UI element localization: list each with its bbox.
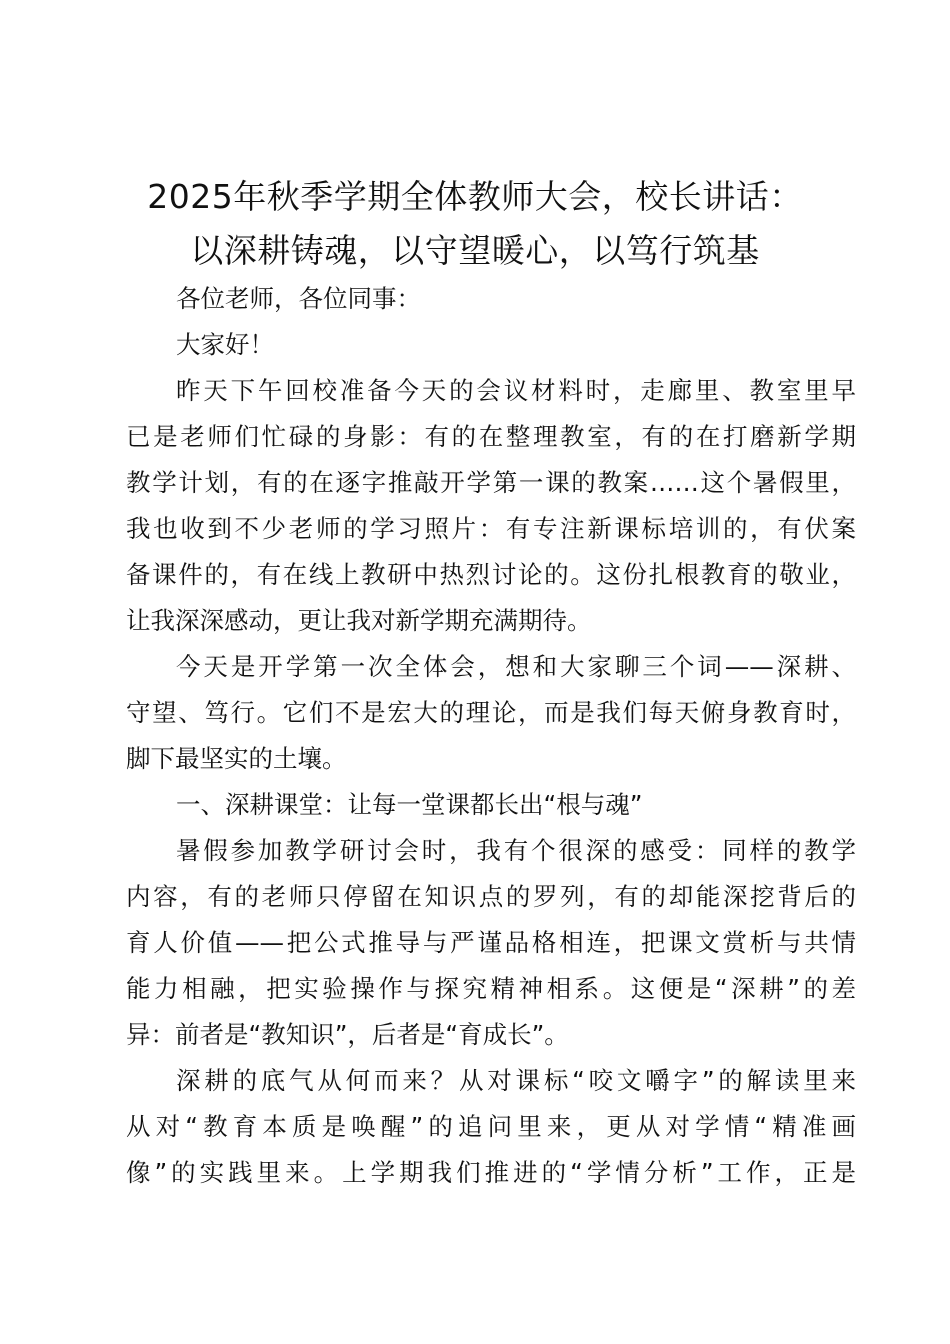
section-heading-1 [126,782,856,828]
paragraph-greeting [126,322,856,368]
title-line-2: 以深耕铸魂，以守望暖心，以笃行筑基 [190,231,760,270]
document-title [60,170,890,278]
text-line: 能力相融，把实验操作与探究精神相系。这便是“深耕”的差 [126,974,856,1003]
text-line: 让我深深感动，更让我对新学期充满期待。 [126,606,592,635]
document-body [126,276,856,1196]
text-line: 像”的实践里来。上学期我们推进的“学情分析”工作，正是 [126,1158,856,1187]
text-line: 大家好！ [176,330,274,359]
text-line: 我也收到不少老师的学习照片：有专注新课标培训的，有伏案 [126,514,856,543]
text-line: 从对“教育本质是唤醒”的追问里来，更从对学情“精准画 [126,1112,856,1141]
title-line-1: 2025年秋季学期全体教师大会，校长讲话： [147,177,803,216]
text-line: 守望、笃行。它们不是宏大的理论，而是我们每天俯身教育时， [126,698,856,727]
text-line: 暑假参加教学研讨会时，我有个很深的感受：同样的教学 [176,836,856,865]
text-line: 教学计划，有的在逐字推敲开学第一课的教案……这个暑假里， [126,468,856,497]
text-line: 异：前者是“教知识”，后者是“育成长”。 [126,1020,569,1049]
paragraph-salutation [126,276,856,322]
paragraph-foundation [126,1058,856,1196]
paragraph-seminar [126,828,856,1058]
text-line: 今天是开学第一次全体会，想和大家聊三个词——深耕、 [176,652,856,681]
text-line: 已是老师们忙碌的身影：有的在整理教室，有的在打磨新学期 [126,422,856,451]
text-line: 脚下最坚实的土壤。 [126,744,347,773]
text-line: 深耕的底气从何而来？从对课标“咬文嚼字”的解读里来 [176,1066,856,1095]
text-line: 育人价值——把公式推导与严谨品格相连，把课文赏析与共情 [126,928,856,957]
section-heading-text: 一、深耕课堂：让每一堂课都长出“根与魂” [176,790,643,819]
paragraph-opening [126,368,856,644]
text-line: 各位老师，各位同事： [176,284,421,313]
text-line: 昨天下午回校准备今天的会议材料时，走廊里、教室里早 [176,376,856,405]
text-line: 备课件的，有在线上教研中热烈讨论的。这份扎根教育的敬业， [126,560,856,589]
text-line: 内容，有的老师只停留在知识点的罗列，有的却能深挖背后的 [126,882,856,911]
paragraph-three-words [126,644,856,782]
